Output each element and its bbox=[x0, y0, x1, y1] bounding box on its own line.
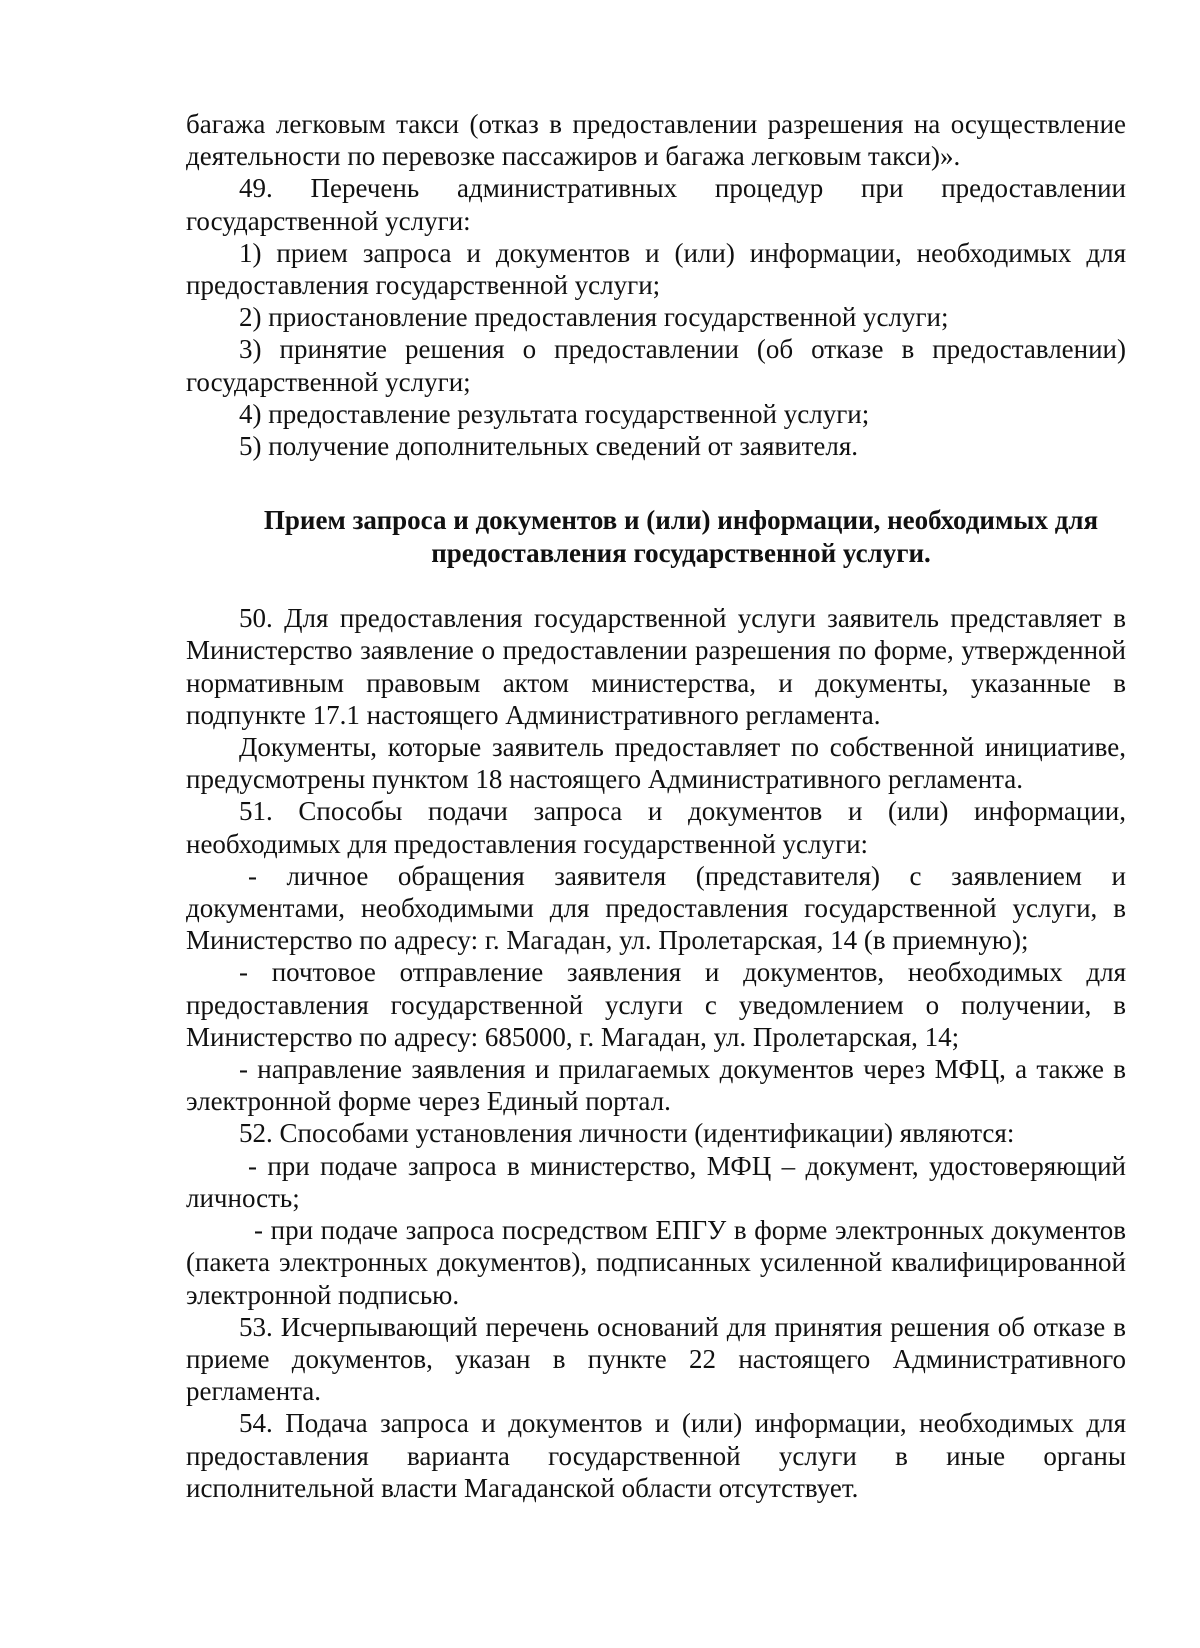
paragraph-51: 51. Способы подачи запроса и документов и (или) информации, необходимых для предоставления государственной услуги: bbox=[186, 796, 1126, 859]
paragraph-50-docs: Документы, которые заявитель предоставляет по собственной инициативе, предусмотрены пунктом 18 настоящего Административного регламента. bbox=[186, 732, 1126, 795]
intro-continuation: багажа легковым такси (отказ в предоставлении разрешения на осуществление деятельности по перевозке пассажиров и багажа легковым такси)». bbox=[186, 109, 1126, 172]
paragraph-52: 52. Способами установления личности (идентификации) являются: bbox=[239, 1118, 1015, 1149]
spacer bbox=[186, 570, 1126, 602]
paragraph-54: 54. Подача запроса и документов и (или) информации, необходимых для предоставления варианта государственной услуги в иные органы исполнительной власти Магаданской области отсутствует. bbox=[186, 1408, 1126, 1503]
list-item: - личное обращения заявителя (представителя) с заявлением и документами, необходимыми для предоставления государственной услуги, в Министерство по адресу: г. Магадан, ул. Пролетарская, 14 (в приемную); bbox=[186, 860, 1126, 956]
list-item: - при подаче запроса посредством ЕПГУ в форме электронных документов (пакета электронных документов), подписанных усиленной квалифицированной электронной подписью. bbox=[186, 1215, 1126, 1310]
list-item: 1) прием запроса и документов и (или) информации, необходимых для предоставления государственной услуги; bbox=[186, 237, 1126, 301]
spacer bbox=[186, 462, 1126, 504]
list-item: - направление заявления и прилагаемых документов через МФЦ, а также в электронной форме через Единый портал. bbox=[186, 1054, 1126, 1117]
list-item: 2) приостановление предоставления государственной услуги; bbox=[239, 302, 949, 333]
section-heading-line2: предоставления государственной услуги. bbox=[431, 538, 931, 569]
list-item: - почтовое отправление заявления и документов, необходимых для предоставления государственной услуги с уведомлением о получении, в Министерство по адресу: 685000, г. Магадан, ул. Пролетарская, 14; bbox=[186, 957, 1126, 1052]
list-item: 5) получение дополнительных сведений от заявителя. bbox=[239, 431, 859, 462]
section-heading bbox=[186, 504, 1126, 570]
paragraph-49: 49. Перечень административных процедур при предоставлении государственной услуги: bbox=[186, 173, 1126, 236]
list-item: 4) предоставление результата государственной услуги; bbox=[239, 398, 870, 429]
paragraph-53: 53. Исчерпывающий перечень оснований для принятия решения об отказе в приеме документов, указан в пункте 22 настоящего Административного регламента. bbox=[186, 1311, 1126, 1407]
document-page bbox=[186, 108, 1126, 1504]
list-item: 3) принятие решения о предоставлении (об отказе в предоставлении) государственной услуги; bbox=[186, 334, 1126, 397]
list-item: - при подаче запроса в министерство, МФЦ – документ, удостоверяющий личность; bbox=[186, 1150, 1126, 1213]
paragraph-50: 50. Для предоставления государственной услуги заявитель представляет в Министерство заявление о предоставлении разрешения по форме, утвержденной нормативным правовым актом министерства, и документы, указанные в подпункте 17.1 настоящего Административного регламента. bbox=[186, 603, 1126, 730]
section-heading-line1: Прием запроса и документов и (или) информации, необходимых для bbox=[263, 505, 1099, 536]
